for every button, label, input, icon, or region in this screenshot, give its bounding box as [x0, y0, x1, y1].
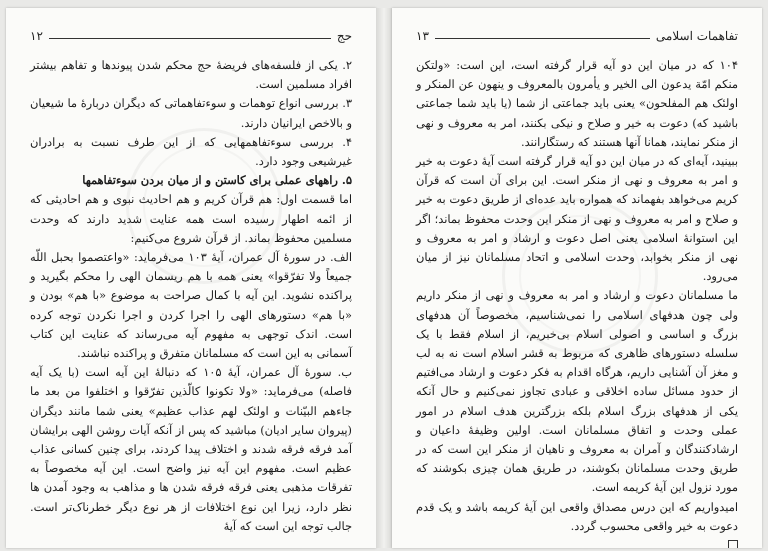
paragraph: ۲. یکی از فلسفه‌های فریضهٔ حج محکم شدن پیوندها و تفاهم بیشتر افراد مسلمین است. [30, 58, 352, 92]
page-body [30, 56, 352, 536]
book-gutter [376, 8, 392, 548]
page-header [30, 28, 352, 44]
end-of-section-mark [728, 540, 738, 548]
page-header [416, 28, 738, 44]
right-page [392, 8, 762, 548]
header-rule [435, 38, 650, 39]
page-number: ۱۲ [30, 29, 43, 43]
running-title: تفاهمات اسلامی [655, 29, 738, 43]
paragraph: ما مسلمانان دعوت و ارشاد و امر به معروف و نهی از منکر داریم ولی چون هدفهای اسلامی را نمی‌شناسیم، مخصوصاً آن هدفهای بزرگ و اساسی و اصولی اسلام بی‌خبریم، از اسلام فقط با یک سلسله دستورهای ظاهری که مربوط به قشر اسلام است نه به لب و مغز آن آشنایی داریم، هرگاه اقدام به فکر دعوت و ارشاد می‌افتیم از حدود مسائل ساده اخلاقی و عبادی تجاوز نمی‌کنیم و حال آنکه یکی از هدفهای بزرگ اسلام بلکه بزرگترین هدف اسلام در امور عملی وحدت و اتفاق مسلمانان است. اولین وظیفهٔ داعیان و ارشادکنندگان و آمران به معروف و ناهیان از منکر این است که در طریق وحدت مسلمانان بکوشند، در طریق همان چیزی بکوشند که مورد نزول این آیهٔ کریمه است. [416, 288, 738, 495]
paragraph: ۱۰۴ که در میان این دو آیه قرار گرفته است، این است: «ولتکن منکم امّة یدعون الی الخیر و یأمرون بالمعروف و ینهون عن المنکر و اولئک هم المفلحون» یعنی باید جماعتی از شما (یا باید شما جماعتی باشید که) دعوت به خیر و صلاح و نیکی بکنند، امر به معروف و نهی از منکر نمایند، همانا آنها هستند که رستگارانند. [416, 58, 738, 149]
paragraph: ببینید، آیه‌ای که در میان این دو آیه قرار گرفته است آیهٔ دعوت به خیر و امر به معروف و نهی از منکر است. این برای آن است که قرآن کریم می‌خواهد بفهماند که همواره باید عده‌ای از طریق دعوت به خیر و صلاح و امر به معروف و نهی از منکر این وحدت محفوظ بماند؛ اگر این استوانهٔ اسلامی یعنی اصل دعوت و ارشاد و امر به معروف و نهی از منکر بخوابد، وحدت اسلامی و اتحاد مسلمانان نیز از میان می‌رود. [416, 154, 738, 284]
running-title: حج [336, 29, 352, 43]
page-body [416, 56, 738, 548]
paragraph: ۵. راههای عملی برای کاستن و از میان بردن سوءتفاهمها [82, 173, 352, 188]
paragraph: الف. در سورهٔ آل عمران، آیهٔ ۱۰۳ می‌فرماید: «واعتصموا بحبل اللّه جمیعاً ولا تفرّقوا» یعنی همه با هم ریسمان الهی را محکم بگیرید و پراکنده نشوید. این آیه با کمال صراحت به موضوع «با هم» بودن و «با هم» دستورهای الهی را اجرا کردن و اجرا نکردن توجه کرده است. اندک توجهی به مفهوم آیه می‌رساند که عنایت این کتاب آسمانی به این است که مسلمانان متفرق و پراکنده نباشند. [30, 250, 352, 361]
paragraph: امیدواریم که این درس مصداق واقعی این آیهٔ کریمه باشد و یک قدم دعوت به خیر واقعی محسوب گردد. [416, 499, 738, 533]
left-page [6, 8, 376, 548]
paragraph: ب. سورهٔ آل عمران، آیهٔ ۱۰۵ که دنبالهٔ این آیه است (با یک آیه فاصله) می‌فرماید: «ولا تکونوا کالّذین تفرّقوا و اختلفوا من بعد ما جاءهم البیّنات و اولئک لهم عذاب عظیم» یعنی شما مانند دیگران (پیروان سایر ادیان) مباشید که پس از آنکه آیات روشن الهی برایشان آمد فرقه فرقه شدند و اختلاف پیدا کردند، برای چنین کسانی عذاب عظیم است. مفهوم این آیه نیز واضح است. این آیه مخصوصاً به تفرقات مذهبی یعنی فرقه فرقه شدن ها و مذاهب به وجود آمدن ها نظر دارد، زیرا این نوع اختلافات از هر نوع دیگر خطرناک‌تر است. جالب توجه این است که آیهٔ [30, 365, 352, 533]
page-number: ۱۳ [416, 29, 429, 43]
paragraph: ۴. بررسی سوءتفاهمهایی که از این طرف نسبت به برادران غیرشیعی وجود دارد. [30, 134, 352, 169]
paragraph: ۳. بررسی انواع توهمات و سوءتفاهماتی که دیگران دربارهٔ ما شیعیان و بالاخص ایرانیان دارند. [30, 96, 352, 130]
paragraph: اما قسمت اول: هم قرآن کریم و هم احادیث نبوی و هم احادیثی که از ائمه اطهار رسیده است همه عنایت شدید دارند که وحدت مسلمین محفوظ بماند. از قرآن شروع می‌کنیم: [30, 192, 352, 245]
header-rule [49, 38, 331, 39]
